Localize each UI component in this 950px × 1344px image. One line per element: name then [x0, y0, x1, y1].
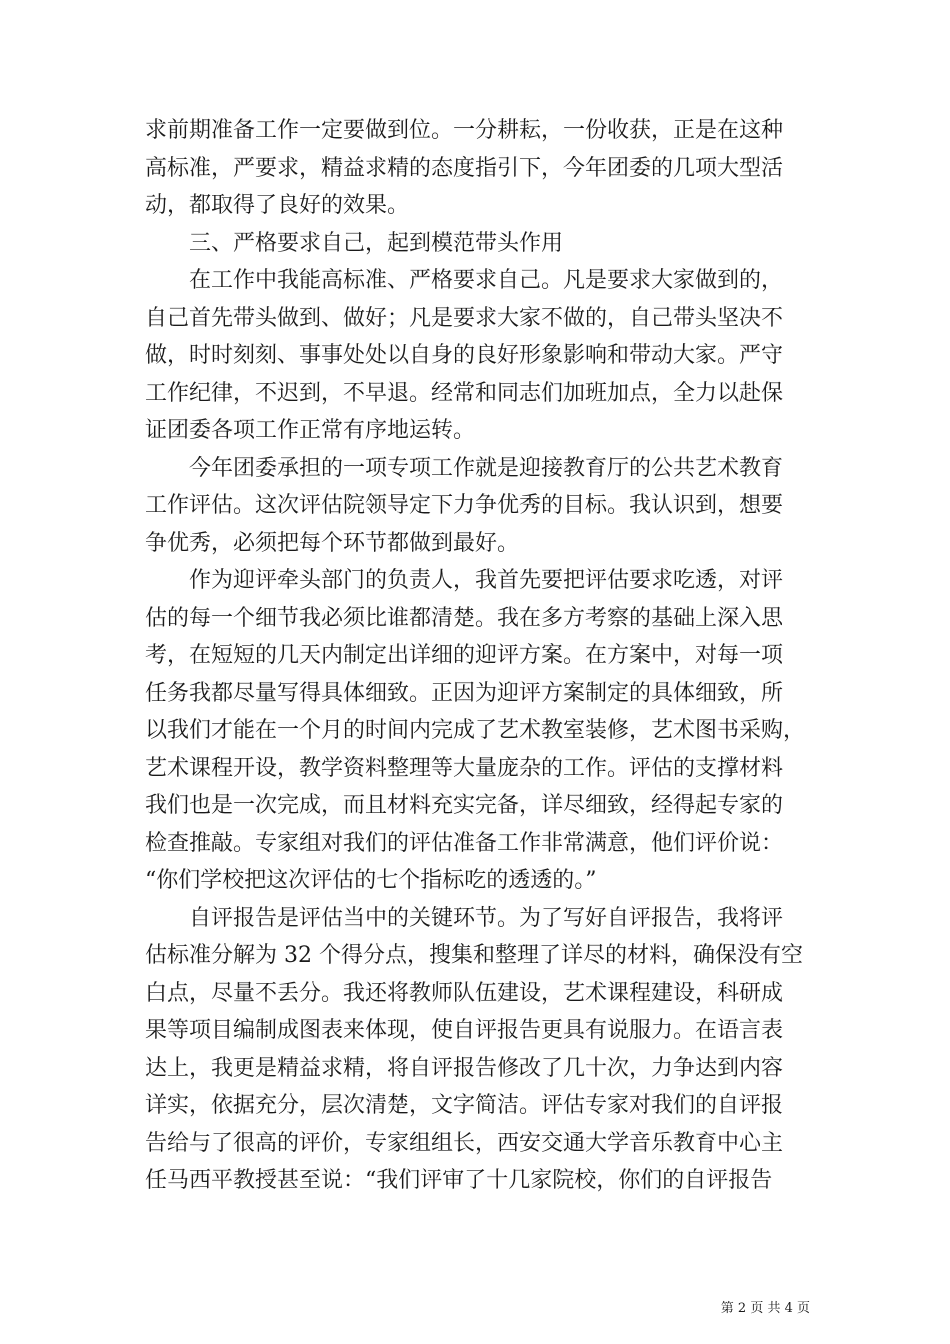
- text-line: 工作纪律，不迟到，不早退。经常和同志们加班加点，全力以赴保: [145, 380, 784, 406]
- text-line: 任务我都尽量写得具体细致。正因为迎评方案制定的具体细致，所: [145, 680, 784, 706]
- text-line: 证团委各项工作正常有序地运转。: [145, 418, 476, 443]
- paragraph-first-line: 作为迎评牵头部门的负责人，我首先要把评估要求吃透，对评: [189, 568, 784, 593]
- text-line: 自己首先带头做到、做好；凡是要求大家不做的，自己带头坚决不: [145, 305, 784, 331]
- text-line: 求前期准备工作一定要做到位。一分耕耘，一份收获，正是在这种: [145, 118, 784, 143]
- text-line: 达上，我更是精益求精，将自评报告修改了几十次，力争达到内容: [145, 1055, 784, 1081]
- text-line: 估标准分解为 32 个得分点，搜集和整理了详尽的材料，确保没有空: [145, 943, 803, 968]
- text-line: 详实，依据充分，层次清楚，文字简洁。评估专家对我们的自评报: [145, 1093, 784, 1118]
- text-line: 艺术课程开设，教学资料整理等大量庞杂的工作。评估的支撑材料: [145, 755, 784, 781]
- text-line: 以我们才能在一个月的时间内完成了艺术教室装修，艺术图书采购，: [145, 718, 806, 743]
- text-line: 任马西平教授甚至说：“我们评审了十几家院校，你们的自评报告: [145, 1168, 773, 1193]
- text-line: 估的每一个细节我必须比谁都清楚。我在多方考察的基础上深入思: [145, 605, 784, 631]
- text-line: 白点，尽量不丢分。我还将教师队伍建设，艺术课程建设，科研成: [145, 980, 784, 1006]
- page-number: 第 2 页 共 4 页: [720, 1301, 810, 1316]
- text-line: 高标准，严要求，精益求精的态度指引下，今年团委的几项大型活: [145, 155, 784, 181]
- text-line: 我们也是一次完成，而且材料充实完备，详尽细致，经得起专家的: [145, 793, 784, 818]
- text-line: 果等项目编制成图表来体现，使自评报告更具有说服力。在语言表: [145, 1018, 784, 1043]
- text-line: 争优秀，必须把每个环节都做到最好。: [145, 530, 520, 556]
- text-line: 告给与了很高的评价，专家组组长，西安交通大学音乐教育中心主: [145, 1130, 784, 1156]
- text-line: 做，时时刻刻、事事处处以自身的良好形象影响和带动大家。严守: [145, 343, 784, 368]
- paragraph-first-line: 在工作中我能高标准、严格要求自己。凡是要求大家做到的，: [189, 268, 784, 293]
- section-heading: 三、严格要求自己，起到模范带头作用: [189, 230, 564, 256]
- text-line: 检查推敲。专家组对我们的评估准备工作非常满意，他们评价说：: [145, 830, 784, 856]
- text-line: 考，在短短的几天内制定出详细的迎评方案。在方案中，对每一项: [145, 643, 784, 668]
- text-line: 动，都取得了良好的效果。: [145, 193, 410, 218]
- paragraph-first-line: 今年团委承担的一项专项工作就是迎接教育厅的公共艺术教育: [189, 455, 784, 481]
- quote-line: “你们学校把这次评估的七个指标吃的透透的。”: [145, 868, 597, 893]
- document-body: [145, 112, 810, 1200]
- text-line: 工作评估。这次评估院领导定下力争优秀的目标。我认识到，想要: [145, 493, 784, 518]
- paragraph-first-line: 自评报告是评估当中的关键环节。为了写好自评报告，我将评: [189, 905, 784, 931]
